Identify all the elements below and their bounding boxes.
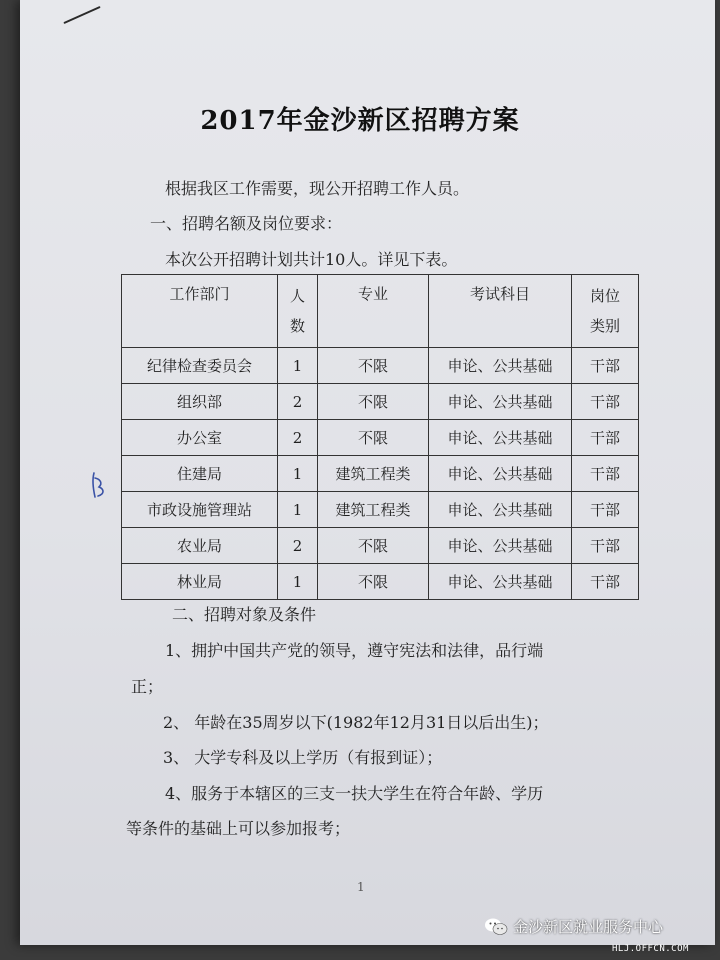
cell-count: 2	[278, 384, 318, 420]
cell-exam: 申论、公共基础	[429, 384, 572, 420]
section2-heading: 二、招聘对象及条件	[172, 605, 317, 624]
cell-department: 农业局	[122, 528, 278, 564]
wechat-watermark	[484, 916, 663, 937]
cell-major: 不限	[318, 420, 429, 456]
header-category-label: 岗位类别	[589, 287, 620, 335]
cell-count: 1	[278, 456, 318, 492]
cell-major: 不限	[318, 564, 429, 600]
condition-1-line2: 正；	[131, 677, 164, 696]
cell-major: 建筑工程类	[318, 492, 429, 528]
cell-exam: 申论、公共基础	[429, 456, 572, 492]
table-row	[122, 420, 639, 456]
document-title: 2017年金沙新区招聘方案	[200, 106, 520, 136]
cell-category: 干部	[572, 564, 639, 600]
section1-text: 本次公开招聘计划共计10人。详见下表。	[165, 250, 458, 269]
table-header-row	[122, 275, 639, 348]
header-category	[572, 275, 639, 348]
table-row	[122, 528, 639, 564]
positions-table	[121, 274, 639, 600]
condition-1-line1: 1、拥护中国共产党的领导，遵守宪法和法律，品行端	[165, 641, 544, 660]
header-exam: 考试科目	[429, 275, 572, 348]
header-department: 工作部门	[122, 275, 278, 348]
condition-4-line2: 等条件的基础上可以参加报考；	[126, 819, 351, 838]
table-row	[122, 456, 639, 492]
cell-exam: 申论、公共基础	[429, 564, 572, 600]
cell-category: 干部	[572, 348, 639, 384]
condition-2: 2、 年龄在35周岁以下(1982年12月31日以后出生)；	[163, 713, 549, 732]
cell-category: 干部	[572, 456, 639, 492]
condition-4-line1: 4、服务于本辖区的三支一扶大学生在符合年龄、学历	[165, 784, 544, 803]
watermark-text: 金沙新区就业服务中心	[513, 918, 664, 936]
cell-category: 干部	[572, 420, 639, 456]
header-count	[278, 275, 318, 348]
cell-category: 干部	[572, 528, 639, 564]
cell-department: 组织部	[122, 384, 278, 420]
table-row	[122, 564, 639, 600]
table-row	[122, 384, 639, 420]
cell-major: 不限	[318, 528, 429, 564]
cell-department: 林业局	[122, 564, 278, 600]
header-count-label: 人数	[289, 287, 305, 335]
cell-count: 2	[278, 528, 318, 564]
cell-count: 1	[278, 564, 318, 600]
cell-category: 干部	[572, 492, 639, 528]
cell-department: 纪律检查委员会	[122, 348, 278, 384]
page-number: 1	[357, 880, 365, 894]
wechat-icon	[484, 917, 508, 937]
site-watermark: HLJ.OFFCN.COM	[612, 944, 689, 954]
section1-heading: 一、招聘名额及岗位要求：	[150, 214, 343, 233]
cell-major: 建筑工程类	[318, 456, 429, 492]
cell-exam: 申论、公共基础	[429, 348, 572, 384]
cell-major: 不限	[318, 384, 429, 420]
cell-category: 干部	[572, 384, 639, 420]
intro-text: 根据我区工作需要，现公开招聘工作人员。	[165, 179, 470, 198]
header-major: 专业	[318, 275, 429, 348]
cell-department: 市政设施管理站	[122, 492, 278, 528]
cell-count: 1	[278, 492, 318, 528]
table-row	[122, 492, 639, 528]
cell-exam: 申论、公共基础	[429, 492, 572, 528]
cell-department: 办公室	[122, 420, 278, 456]
cell-count: 2	[278, 420, 318, 456]
cell-major: 不限	[318, 348, 429, 384]
cell-exam: 申论、公共基础	[429, 420, 572, 456]
table-row	[122, 348, 639, 384]
cell-exam: 申论、公共基础	[429, 528, 572, 564]
pen-scribble-icon	[86, 470, 112, 502]
cell-department: 住建局	[122, 456, 278, 492]
condition-3: 3、 大学专科及以上学历（有报到证）；	[163, 748, 443, 767]
cell-count: 1	[278, 348, 318, 384]
